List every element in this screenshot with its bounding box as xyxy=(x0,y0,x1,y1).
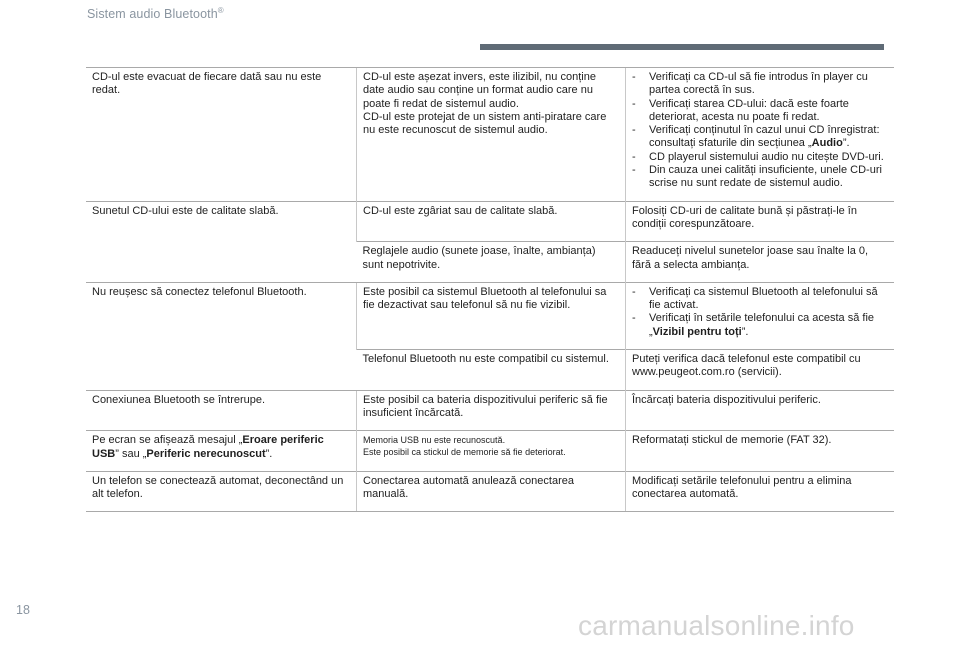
solution-cell xyxy=(626,68,895,202)
table-row xyxy=(86,68,894,202)
list-item: - Verificați în setările telefonului ca acesta să fie „Vizibil pentru toți”. xyxy=(632,312,888,339)
list-item: - Verificați ca sistemul Bluetooth al telefonului să fie activat. xyxy=(632,286,888,313)
problem-cell: Un telefon se conectează automat, deconectând un alt telefon. xyxy=(86,471,357,512)
list-item: - Din cauza unei calități insuficiente, unele CD-uri scrise nu sunt redate de sistemul audio. xyxy=(632,164,888,191)
solution-cell: Reformatați stickul de memorie (FAT 32). xyxy=(626,431,895,472)
list-item: - Verificați ca CD-ul să fie introdus în player cu partea corectă în sus. xyxy=(632,71,888,98)
solution-cell: Folosiți CD-uri de calitate bună și păstrați-le în condiții corespunzătoare. xyxy=(626,201,895,242)
table-row xyxy=(86,431,894,472)
problem-cell: CD-ul este evacuat de fiecare dată sau nu este redat. xyxy=(86,68,357,202)
cause-cell: Este posibil ca sistemul Bluetooth al telefonului sa fie dezactivat sau telefonul să nu fie vizibil. xyxy=(357,282,626,349)
list-item: - CD playerul sistemului audio nu citește DVD-uri. xyxy=(632,151,888,164)
header-bar xyxy=(480,44,884,50)
troubleshooting-table xyxy=(86,67,894,512)
solution-cell xyxy=(626,282,895,349)
problem-cell: Nu reușesc să conectez telefonul Bluetooth. xyxy=(86,282,357,390)
watermark: carmanualsonline.info xyxy=(578,610,855,641)
cause-cell: CD-ul este zgâriat sau de calitate slabă. xyxy=(357,201,626,242)
problem-cell: Pe ecran se afișează mesajul „Eroare periferic USB” sau „Periferic nerecunoscut”. xyxy=(86,431,357,472)
table-row xyxy=(86,282,894,349)
section-title: Sistem audio Bluetooth® xyxy=(87,6,224,22)
table-row xyxy=(86,390,894,431)
problem-cell: Conexiunea Bluetooth se întrerupe. xyxy=(86,390,357,431)
page-number: 18 xyxy=(16,603,30,617)
solution-cell: Readuceți nivelul sunetelor joase sau înalte la 0, fără a selecta ambianța. xyxy=(626,242,895,283)
cause-cell: Conectarea automată anulează conectarea manuală. xyxy=(357,471,626,512)
table-row xyxy=(86,201,894,242)
cause-cell: Este posibil ca bateria dispozitivului periferic să fie insuficient încărcată. xyxy=(357,390,626,431)
cause-cell: CD-ul este așezat invers, este ilizibil, nu conține date audio sau conține un format audio care nu poate fi redat de sistemul audio. CD-ul este protejat de un sistem anti-piratare care nu este recunoscut de sistemul audio. xyxy=(357,68,626,202)
solution-cell: Puteți verifica dacă telefonul este compatibil cu www.peugeot.com.ro (servicii). xyxy=(626,350,895,391)
cause-cell: Telefonul Bluetooth nu este compatibil cu sistemul. xyxy=(357,350,626,391)
cause-cell: Memoria USB nu este recunoscută. Este posibil ca stickul de memorie să fie deteriorat. xyxy=(357,431,626,472)
solution-cell: Modificați setările telefonului pentru a elimina conectarea automată. xyxy=(626,471,895,512)
list-item: - Verificați starea CD-ului: dacă este foarte deteriorat, acesta nu poate fi redat. xyxy=(632,98,888,125)
table-row xyxy=(86,471,894,512)
problem-cell: Sunetul CD-ului este de calitate slabă. xyxy=(86,201,357,282)
cause-cell: Reglajele audio (sunete joase, înalte, ambianța) sunt nepotrivite. xyxy=(357,242,626,283)
solution-cell: Încărcați bateria dispozitivului periferic. xyxy=(626,390,895,431)
list-item: - Verificați conținutul în cazul unui CD înregistrat: consultați sfaturile din secțiunea „Audio”. xyxy=(632,124,888,151)
